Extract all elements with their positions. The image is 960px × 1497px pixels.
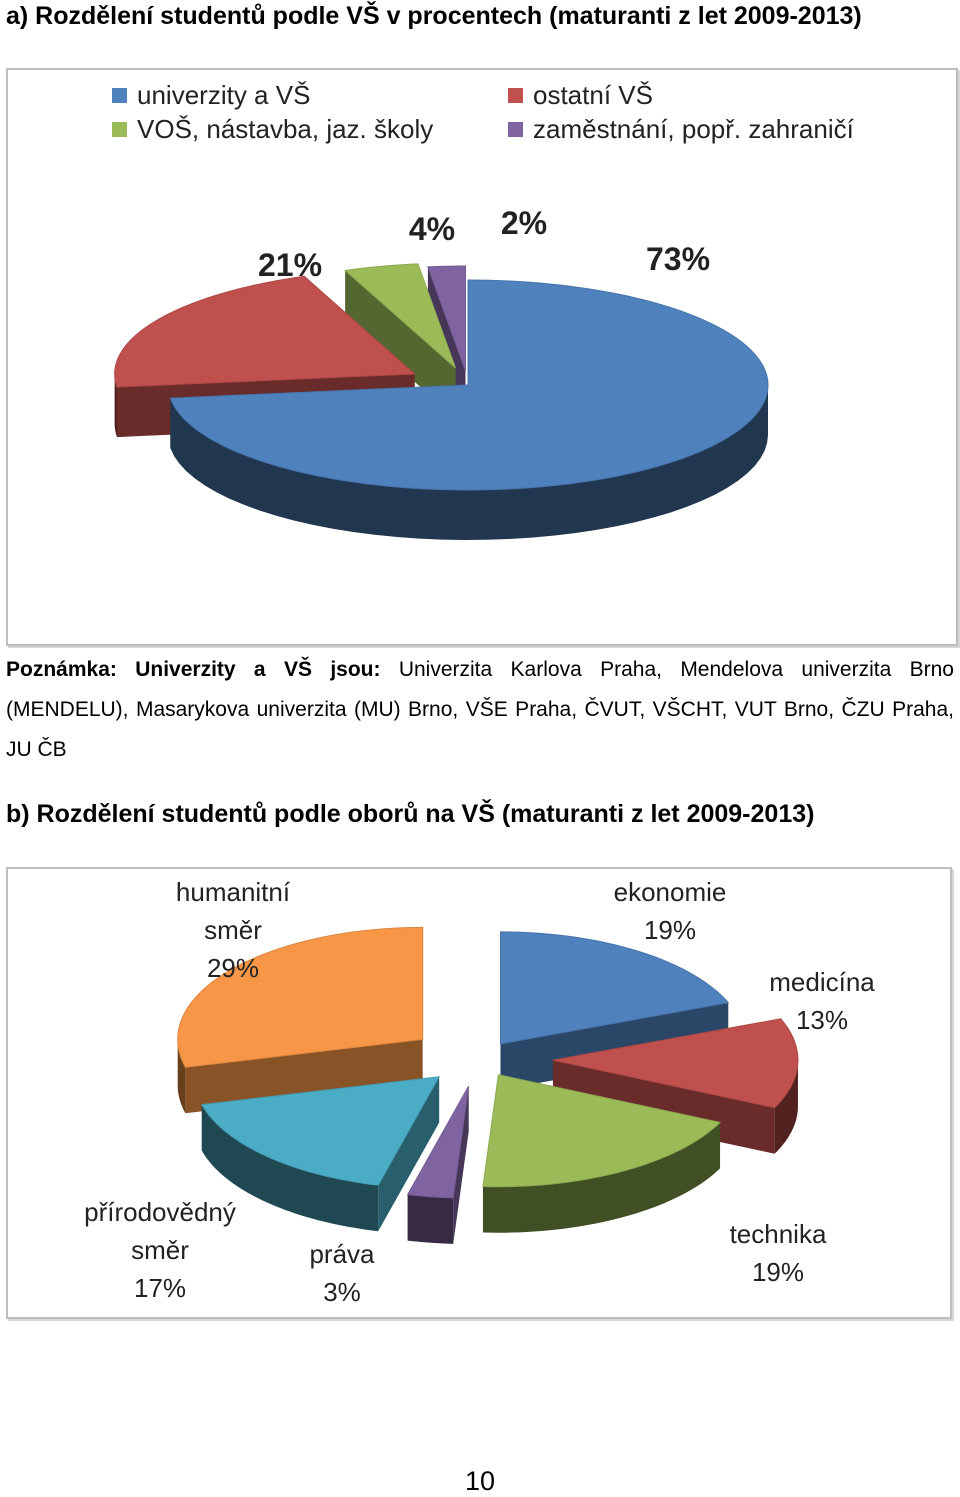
note-text: Univerzita Karlova Praha, Mendelova univerzita Brno (MENDELU), Masarykova univerzita (MU) Brno, VŠE Praha, ČVUT, VŠCHT, VUT Brno, ČZU Praha, JU ČB — [6, 658, 954, 761]
data-label-ekonomie: ekonomie 19% — [613, 877, 727, 945]
pie-chart-b — [8, 869, 950, 1317]
data-label-vos-nastavba-jaz-skoly: 4% — [408, 211, 456, 247]
data-label-ostatni-vs: 21% — [257, 247, 323, 283]
legend-item-employment: zaměstnání, popř. zahraničí — [508, 114, 854, 145]
data-label-prava: práva 3% — [309, 1239, 375, 1307]
data-label-medicina: medicína 13% — [769, 967, 875, 1035]
legend-item-universities: univerzity a VŠ — [112, 80, 310, 111]
data-label-technika: technika 19% — [729, 1219, 827, 1287]
chart-b-heading: b) Rozdělení studentů podle oborů na VŠ (maturanti z let 2009-2013) — [6, 800, 815, 828]
pie-chart-a — [8, 70, 956, 644]
legend-item-vos: VOŠ, nástavba, jaz. školy — [112, 114, 433, 145]
data-label-prirodovedny-smer: přírodovědný směr 17% — [84, 1197, 236, 1303]
note-prefix: Poznámka: Univerzity a VŠ jsou: — [6, 658, 381, 681]
chart-b — [6, 867, 952, 1319]
data-label-univerzity-a-vs: 73% — [645, 241, 711, 277]
data-label-zamestnani-popr-zahranici: 2% — [500, 205, 548, 241]
chart-a — [6, 68, 958, 646]
chart-a-heading: a) Rozdělení studentů podle VŠ v procentech (maturanti z let 2009-2013) — [6, 2, 862, 30]
data-label-humanitni-smer: humanitní směr 29% — [175, 877, 291, 983]
note — [6, 650, 954, 770]
page-number: 10 — [464, 1466, 496, 1496]
legend-item-other-universities: ostatní VŠ — [508, 80, 653, 111]
